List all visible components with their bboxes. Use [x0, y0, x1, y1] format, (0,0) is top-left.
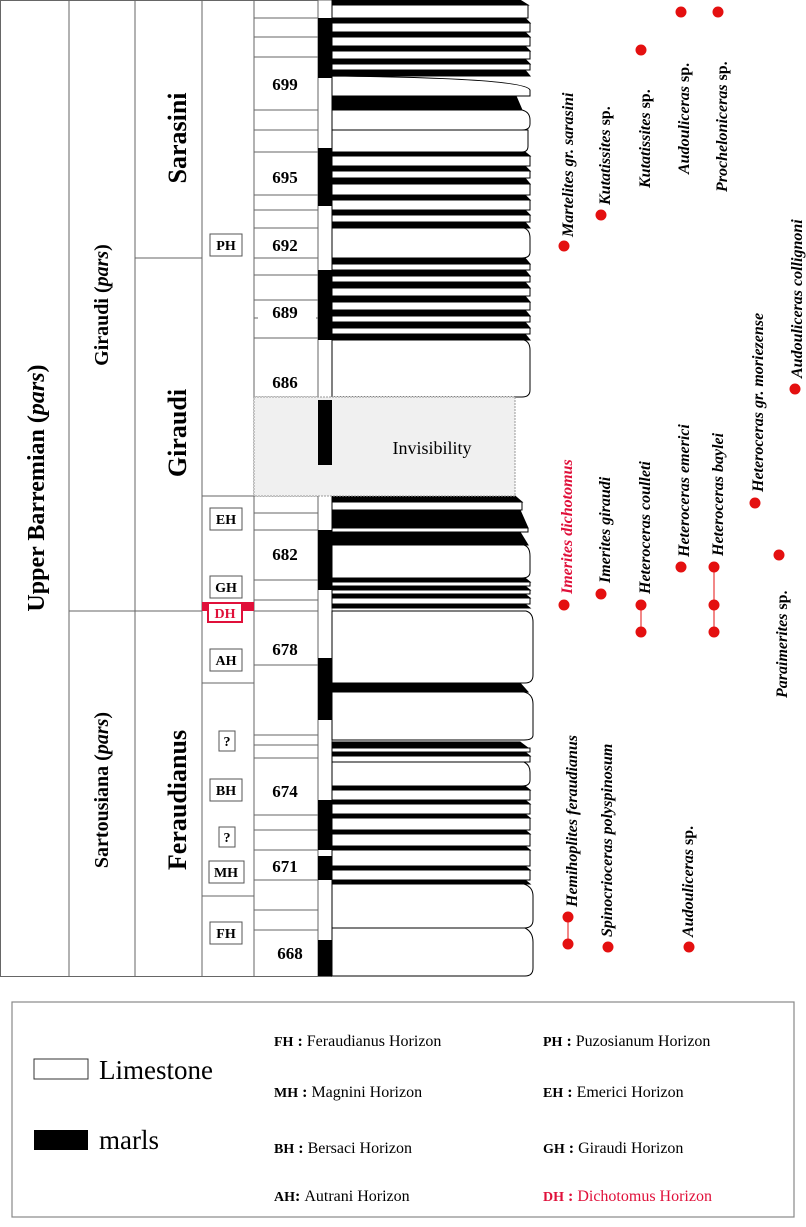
- invisibility-label: Invisibility: [392, 438, 472, 458]
- occurrence-marker: [563, 939, 573, 949]
- limestone-swatch: [34, 1059, 88, 1079]
- bed-number: 668: [277, 944, 303, 963]
- species-imerites-dichotomus: Imerites dichotomus: [559, 459, 576, 594]
- legend-horizon-ph: PH : Puzosianum Horizon: [543, 1033, 711, 1050]
- species-kutatissites-upper: Kutatissites sp.: [597, 106, 614, 205]
- species-paraimerites: Paraimerites sp.: [774, 590, 791, 698]
- bed-number: 689: [272, 303, 298, 322]
- occurrence-marker: [709, 600, 719, 610]
- horizon-box-fh: FH: [216, 927, 236, 942]
- species-spinocrioceras-polyspinosum: Spinocrioceras polyspinosum: [599, 743, 616, 937]
- marls-swatch: [34, 1130, 88, 1150]
- legend-horizon-mh: MH : Magnini Horizon: [274, 1084, 423, 1101]
- species-kutatissites-lower: Kutatissites sp.: [637, 89, 654, 188]
- legend-horizon-eh: EH : Emerici Horizon: [543, 1084, 684, 1101]
- horizon-box-gh: GH: [215, 581, 237, 596]
- legend: [12, 1002, 794, 1217]
- species-audouliceras-collignoni: Audouliceras collignoni: [789, 219, 806, 378]
- occurrence-marker: [559, 241, 569, 251]
- legend-horizon-bh: BH : Bersaci Horizon: [274, 1140, 412, 1157]
- species-procheloniceras: Procheloniceras sp.: [714, 61, 731, 192]
- occurrence-marker: [636, 600, 646, 610]
- bed-number: 674: [272, 782, 298, 801]
- horizon-box-dh: DH: [214, 607, 236, 622]
- horizon-box-ph: PH: [216, 239, 236, 254]
- bed-number: 671: [272, 857, 298, 876]
- horizon-box-bh: BH: [215, 784, 237, 799]
- zone-label-giraudi: Giraudi (pars): [91, 244, 113, 366]
- legend-horizon-gh: GH : Giraudi Horizon: [543, 1140, 684, 1157]
- occurrence-marker: [596, 210, 606, 220]
- subzone-label-giraudi: Giraudi: [163, 388, 192, 478]
- subzone-label-feraudianus: Feraudianus: [163, 729, 192, 871]
- bed-number: 686: [272, 373, 298, 392]
- occurrence-marker: [790, 384, 800, 394]
- stage-label: Upper Barremian (pars): [24, 364, 50, 612]
- occurrence-marker: [636, 45, 646, 55]
- zone-label-sartousiana: Sartousiana (pars): [91, 711, 113, 869]
- legend-limestone-label: Limestone: [99, 1055, 213, 1085]
- species-imerites-giraudi: Imerites giraudi: [597, 476, 614, 583]
- occurrence-marker: [709, 627, 719, 637]
- occurrence-marker: [713, 7, 723, 17]
- bed-number: 692: [272, 236, 298, 255]
- species-hemihoplites-feraudianus: Hemihoplites feraudianus: [564, 734, 581, 907]
- species-audouliceras-lower: Audouliceras sp.: [680, 825, 697, 937]
- occurrence-marker: [684, 942, 694, 952]
- bed-number: 678: [272, 640, 298, 659]
- occurrence-marker: [603, 942, 613, 952]
- occurrence-marker: [596, 589, 606, 599]
- occurrence-marker: [559, 600, 569, 610]
- species-labels: [559, 61, 806, 938]
- species-heteroceras-emerici: Heteroceras emerici: [676, 424, 693, 557]
- bed-number: 682: [272, 545, 298, 564]
- occurrence-marker: [774, 550, 784, 560]
- horizon-box-unknown-upper: ?: [223, 735, 231, 750]
- legend-horizon-dh: DH : Dichotomus Horizon: [543, 1188, 712, 1205]
- invisibility-zone: [254, 397, 515, 496]
- horizon-box-eh: EH: [215, 513, 237, 528]
- occurrence-marker: [709, 562, 719, 572]
- occurrence-marker: [676, 562, 686, 572]
- species-heteroceras-coulleti: Heteroceras coulleti: [637, 461, 654, 594]
- occurrence-marker: [563, 912, 573, 922]
- subzone-label-sarasini: Sarasini: [163, 92, 192, 184]
- occurrence-marker: [636, 627, 646, 637]
- horizon-box-unknown-lower: ?: [223, 831, 231, 846]
- horizon-boxes: [202, 234, 254, 944]
- species-martelites-sarasini: Martelites gr. sarasini: [560, 92, 577, 237]
- species-audouliceras-upper: Audouliceras sp.: [676, 62, 693, 174]
- bed-number: 699: [272, 75, 298, 94]
- horizon-box-mh: MH: [213, 866, 239, 881]
- horizon-box-ah: AH: [215, 654, 237, 669]
- species-heteroceras-moriezense: Heteroceras gr. moriezense: [750, 312, 767, 492]
- occurrence-marker: [750, 498, 760, 508]
- occurrence-marker: [676, 7, 686, 17]
- species-heteroceras-baylei: Heteroceras baylei: [710, 432, 727, 556]
- legend-horizon-fh: FH : Feraudianus Horizon: [274, 1033, 442, 1050]
- bed-numbers: [258, 71, 316, 966]
- legend-horizon-ah: AH: Autrani Horizon: [274, 1188, 410, 1205]
- bed-number: 695: [272, 168, 298, 187]
- legend-marls-label: marls: [99, 1125, 159, 1155]
